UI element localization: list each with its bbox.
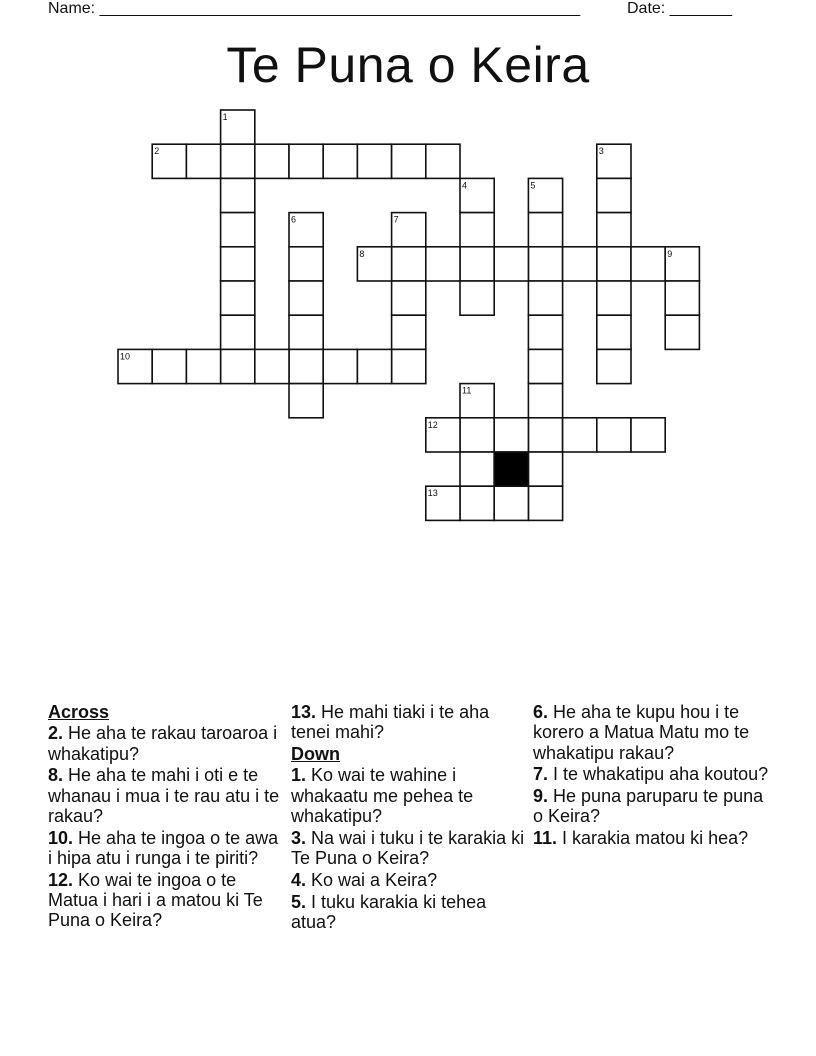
clue-text: He aha te kupu hou i te korero a Matua Matu mo te whakatipu rakau? bbox=[533, 702, 750, 763]
grid-cell[interactable] bbox=[528, 418, 562, 452]
clue-number: 12. bbox=[48, 869, 74, 890]
clue-number: 1. bbox=[291, 765, 307, 786]
clue-number-label: 2 bbox=[154, 146, 160, 157]
clue-number-label: 6 bbox=[291, 214, 297, 225]
grid-cell[interactable] bbox=[460, 452, 494, 486]
grid-cell[interactable] bbox=[528, 452, 562, 486]
grid-cell[interactable] bbox=[528, 247, 562, 281]
page-title: Te Puna o Keira bbox=[226, 37, 590, 93]
clue-down-4 bbox=[291, 870, 527, 890]
grid-cell[interactable] bbox=[460, 247, 494, 281]
grid-cell[interactable] bbox=[494, 486, 528, 520]
clue-number-label: 11 bbox=[462, 385, 472, 396]
grid-cell[interactable] bbox=[289, 349, 323, 383]
grid-cell[interactable] bbox=[289, 247, 323, 281]
clue-text: He puna paruparu te puna o Keira? bbox=[533, 786, 764, 827]
clues-column-1 bbox=[48, 702, 284, 932]
grid-cell[interactable] bbox=[494, 418, 528, 452]
clue-text: Ko wai a Keira? bbox=[311, 869, 438, 890]
clue-down-6 bbox=[533, 702, 769, 763]
grid-cell[interactable] bbox=[221, 178, 255, 212]
clue-down-3 bbox=[291, 828, 527, 869]
clue-text: Ko wai te ingoa o te Matua i hari i a matou ki Te Puna o Keira? bbox=[48, 869, 263, 931]
clue-across-2 bbox=[48, 723, 284, 764]
clue-number: 5. bbox=[291, 891, 307, 912]
clue-number: 8. bbox=[48, 765, 64, 786]
clue-number-label: 1 bbox=[222, 112, 228, 122]
clue-down-1 bbox=[291, 765, 527, 826]
clues-column-2 bbox=[291, 702, 527, 934]
clue-number-label: 8 bbox=[359, 248, 365, 259]
grid-cell[interactable] bbox=[528, 349, 562, 383]
grid-cell[interactable] bbox=[460, 486, 494, 520]
clue-down-11 bbox=[533, 828, 769, 848]
clue-across-8 bbox=[48, 765, 284, 826]
grid-cell[interactable] bbox=[597, 418, 631, 452]
date-blank[interactable]: _______ bbox=[669, 0, 732, 17]
clue-across-13 bbox=[291, 702, 527, 743]
clue-text: Na wai i tuku i te karakia ki Te Puna o Keira? bbox=[291, 827, 525, 869]
grid-cell[interactable] bbox=[289, 144, 323, 178]
grid-cell[interactable] bbox=[528, 281, 562, 315]
grid-cell[interactable] bbox=[460, 281, 494, 315]
clue-text: I karakia matou ki hea? bbox=[562, 828, 749, 849]
clue-number-label: 10 bbox=[120, 351, 131, 362]
grid-cell[interactable] bbox=[357, 144, 391, 178]
grid-cell[interactable] bbox=[494, 247, 528, 281]
clues-column-3 bbox=[533, 702, 769, 850]
grid-cell[interactable] bbox=[563, 247, 597, 281]
grid-cell[interactable] bbox=[221, 247, 255, 281]
grid-cell[interactable] bbox=[528, 315, 562, 349]
date-label: Date: bbox=[627, 0, 666, 17]
grid-cell[interactable] bbox=[255, 349, 289, 383]
grid-cell[interactable] bbox=[631, 418, 665, 452]
clue-number-label: 5 bbox=[530, 180, 536, 191]
grid-cell[interactable] bbox=[255, 144, 289, 178]
grid-cell[interactable] bbox=[392, 247, 426, 281]
clue-number: 9. bbox=[533, 786, 549, 807]
grid-cell[interactable] bbox=[597, 178, 631, 212]
grid-cell[interactable] bbox=[289, 315, 323, 349]
clue-number: 2. bbox=[48, 723, 64, 744]
grid-cell[interactable] bbox=[597, 247, 631, 281]
clue-across-10 bbox=[48, 828, 284, 869]
grid-cell[interactable] bbox=[597, 315, 631, 349]
grid-cell[interactable] bbox=[563, 418, 597, 452]
grid-cell[interactable] bbox=[597, 281, 631, 315]
clue-across-12 bbox=[48, 870, 284, 931]
clue-number: 6. bbox=[533, 702, 549, 722]
clue-number-label: 7 bbox=[393, 214, 399, 225]
grid-cell[interactable] bbox=[392, 144, 426, 178]
clue-number: 4. bbox=[291, 869, 307, 890]
clue-down-7 bbox=[533, 764, 769, 784]
grid-cell[interactable] bbox=[221, 281, 255, 315]
clue-number: 3. bbox=[291, 827, 307, 848]
name-label: Name: bbox=[48, 0, 96, 17]
name-blank[interactable]: ______________________________________________________ bbox=[99, 0, 581, 17]
clue-text: I te whakatipu aha koutou? bbox=[553, 764, 769, 785]
clue-number: 11. bbox=[533, 828, 558, 849]
grid-cell[interactable] bbox=[392, 349, 426, 383]
clue-number: 7. bbox=[533, 764, 549, 785]
grid-cell[interactable] bbox=[597, 213, 631, 247]
clue-text: Ko wai te wahine i whakaatu me pehea te whakatipu? bbox=[291, 765, 474, 826]
grid-cell[interactable] bbox=[392, 281, 426, 315]
grid-cell[interactable] bbox=[289, 384, 323, 418]
grid-cell[interactable] bbox=[152, 349, 186, 383]
clue-number-label: 3 bbox=[598, 146, 604, 157]
clue-number-label: 9 bbox=[667, 248, 673, 259]
clue-text: He aha te mahi i oti e te whanau i mua i te rau atu i te rakau? bbox=[48, 765, 280, 826]
clue-down-9 bbox=[533, 786, 769, 827]
clue-text: He aha te rakau taroaroa i whakatipu? bbox=[48, 723, 278, 764]
grid-cell[interactable] bbox=[460, 213, 494, 247]
grid-cell[interactable] bbox=[392, 315, 426, 349]
grid-cell[interactable] bbox=[221, 315, 255, 349]
grid-cell[interactable] bbox=[631, 247, 665, 281]
grid-cell[interactable] bbox=[528, 384, 562, 418]
clue-number: 13. bbox=[291, 702, 317, 722]
grid-cell[interactable] bbox=[665, 315, 699, 349]
clue-down-5 bbox=[291, 892, 527, 933]
grid-cell[interactable] bbox=[221, 213, 255, 247]
grid-cell[interactable] bbox=[528, 213, 562, 247]
grid-block bbox=[494, 452, 528, 486]
grid-cell[interactable] bbox=[289, 281, 323, 315]
grid-cell[interactable] bbox=[221, 349, 255, 383]
clue-number-label: 13 bbox=[427, 488, 438, 499]
grid-cell[interactable] bbox=[426, 144, 460, 178]
grid-cell[interactable] bbox=[528, 486, 562, 520]
grid-cell[interactable] bbox=[221, 144, 255, 178]
clue-number-label: 4 bbox=[462, 180, 468, 191]
across-heading: Across bbox=[48, 702, 110, 722]
clue-text: I tuku karakia ki tehea atua? bbox=[291, 891, 487, 932]
clue-text: He mahi tiaki i te aha tenei mahi? bbox=[291, 702, 490, 743]
grid-cell[interactable] bbox=[186, 349, 220, 383]
grid-cell[interactable] bbox=[357, 349, 391, 383]
clue-number-label: 12 bbox=[427, 419, 438, 430]
clue-text: He aha te ingoa o te awa i hipa atu i runga i te piriti? bbox=[48, 827, 279, 869]
grid-cell[interactable] bbox=[323, 144, 357, 178]
down-heading: Down bbox=[291, 744, 340, 765]
grid-cell[interactable] bbox=[665, 281, 699, 315]
grid-cell[interactable] bbox=[323, 349, 357, 383]
grid-cell[interactable] bbox=[186, 144, 220, 178]
clue-number: 10. bbox=[48, 827, 74, 848]
grid-cell[interactable] bbox=[426, 247, 460, 281]
grid-cell[interactable] bbox=[460, 418, 494, 452]
grid-cell[interactable] bbox=[597, 349, 631, 383]
